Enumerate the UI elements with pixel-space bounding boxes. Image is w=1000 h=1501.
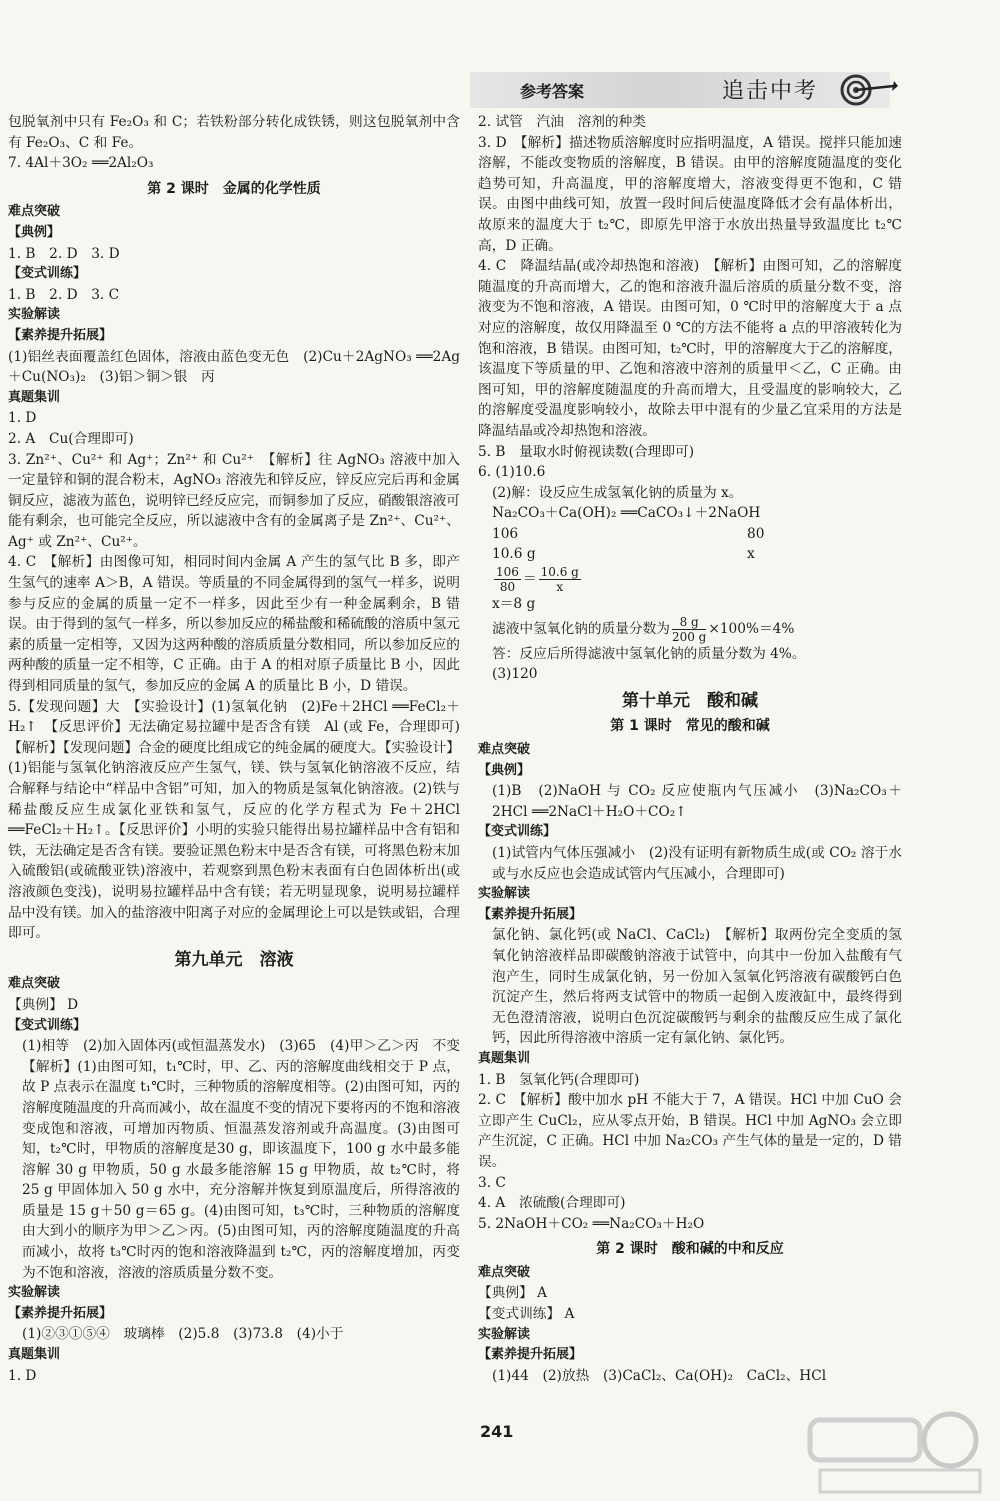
answer-text: 氯化钠、氯化钙(或 NaCl、CaCl₂) 【解析】取两份完全变质的氢氧化钠溶液样品即碳酸钠溶液于试管中，向其中一份加入盐酸有气泡产生，同时生成氯化钠，另一份加入氢氧化钙溶液有碳酸钙白色沉淀产生，然后将两支试管中的物质一起倒入废液缸中，最终得到无色澄清溶液，说明白色沉淀碳酸钙与剩余的盐酸反应生成了氯化钙，因此所得溶液中溶质一定有氯化钠、氯化钙。 [492,927,902,1047]
section-label: 【素养提升拓展】 [8,1305,113,1321]
section-label: 【变式训练】 [478,824,557,840]
answer-text: 【变式训练】 A [478,1306,575,1323]
answer-text: (1)44 (2)放热 (3)CaCl₂、Ca(OH)₂ CaCl₂、HCl [492,1367,827,1384]
answer-text: 5. B 量取水时俯视读数(合理即可) [478,443,695,460]
percent-equation: 滤液中氢氧化钠的质量分数为 $\frac{8 g}{200 g}$ ×100%＝4% [492,614,795,644]
calc-row [478,544,902,565]
header-ref-label: 参考答案 [520,82,585,101]
lesson-title: 第 1 课时 常见的酸和碱 [610,718,770,735]
answer-text: x＝8 g [492,596,536,613]
answer-text: (3)120 [492,666,538,683]
calc-right: 80 [747,525,765,542]
left-column [8,112,474,1386]
answer-text: 1. B 2. D 3. C [8,286,120,303]
unit-title: 第九单元 溶液 [174,949,294,970]
answer-text: (1)B (2)NaOH 与 CO₂ 反应使瓶内气压减小 (3)Na₂CO₃＋2HCl ══2NaCl＋H₂O＋CO₂↑ [492,783,902,820]
answer-text: 5.【发现问题】大 【实验设计】(1)氢氧化钠 (2)Fe＋2HCl ══FeCl₂＋H₂↑ 【反思评价】无法确定易拉罐中是否含有镁 Al (或 Fe，合理即可) 【解析】【发现问题】合金的硬度比组成它的纯金属的硬度大。【实验设计】(1)铝能与氢氧化钠溶液反应产生氢气，镁、铁与氢氧化钠溶液不反应，结合解释与结论中“样品中含铝”可知，加入的物质是氢氧化钠溶液。(2)铁与稀盐酸反应生成氯化亚铁和氢气，反应的化学方程式为 Fe＋2HCl ══FeCl₂＋H₂↑。【反思评价】小明的实验只能得出易拉罐样品中含有铝和铁，无法确定是否含有镁。要验证黑色粉末中是否含有镁，可将黑色粉末加入硫酸铝(或硫酸亚铁)溶液中，若观察到黑色粉末表面有白色固体析出(或溶液颜色变浅)，说明易拉罐样品中含有镁；若无明显现象，说明易拉罐样品中没有镁。加入的盐溶液中阳离子对应的金属理论上可以是铁或铝，合理即可。 [8,698,474,942]
calc-row [478,524,902,545]
answer-text: (1)②③①⑤④ 玻璃棒 (2)5.8 (3)73.8 (4)小于 [22,1326,344,1343]
unit-title: 第十单元 酸和碱 [622,690,758,711]
answer-text: 【典例】 D [8,996,79,1013]
section-label: 真题集训 [8,389,61,405]
fraction-numerator: 10.6 g [540,565,579,580]
answer-text: 1. D [8,410,37,427]
section-label: 难点突破 [8,204,61,220]
header-brand: 追击中考 [722,79,819,104]
answer-text: 3. Zn²⁺、Cu²⁺ 和 Ag⁺；Zn²⁺ 和 Cu²⁺ 【解析】往 AgNO₃ 溶液中加入一定量锌和铜的混合粉末，AgNO₃ 溶液先和锌反应，锌反应完后再和金属铜反应，滤液为蓝色，说明锌已经反应完，而铜参加了反应，硝酸银溶液可能有剩余，也可能完全反应，所以滤液中含有的金属离子是 Zn²⁺、Cu²⁺、Ag⁺ 或 Zn²⁺、Cu²⁺。 [8,451,460,550]
answer-text: 2. C 【解析】酸中加水 pH 不能大于 7，A 错误。HCl 中加 CuO 会立即产生 CuCl₂，应从零点开始，B 错误。HCl 中加 AgNO₃ 会立即产生沉淀，C 正确。HCl 中加 Na₂CO₃ 产生气体的量是一定的，D 错误。 [478,1092,902,1170]
section-label: 【典例】 [478,762,531,778]
calc-left: 106 [492,525,519,542]
page-number: 241 [480,1422,514,1441]
answer-text: 2. 试管 汽油 溶剂的种类 [478,114,646,130]
answer-text: 7. 4Al＋3O₂ ══2Al₂O₃ [8,155,154,172]
answer-text: 4. C 【解析】由图像可知，相同时间内金属 A 产生的氢气比 B 多，即产生氢气的速率 A＞B，A 错误。等质量的不同金属得到的氢气一样多，说明参与反应的金属的质量一定不一样多，因此至少有一种金属剩余，B 错误。由于得到的氢气一样多，所以参加反应的稀盐酸和稀硫酸的溶质中氢元素的质量一定相等，又因为这两种酸的溶质质量分数相同，所以参加反应的两种酸的质量一定不相等，C 正确。由于 A 的相对原子质量比 B 小，因此得到相同质量的氢气，参加反应的金属 A 的质量比 B 小，D 错误。 [8,554,460,695]
section-label: 【典例】 [8,224,61,240]
section-label: 实验解读 [8,307,61,323]
answer-text: 1. B 氢氧化钙(合理即可) [478,1071,640,1088]
section-label: 【素养提升拓展】 [8,327,113,343]
answer-text: 5. 2NaOH＋CO₂ ══Na₂CO₃＋H₂O [478,1215,705,1232]
section-label: 真题集训 [8,1347,61,1363]
fraction [672,615,706,644]
answer-text: 答：反应后所得滤液中氢氧化钠的质量分数为 4%。 [492,645,806,662]
right-column [478,112,902,1386]
section-label: 实验解读 [478,1326,531,1342]
answer-text: Na₂CO₃＋Ca(OH)₂ ══CaCO₃↓＋2NaOH [492,505,761,522]
fraction-denominator: x [556,580,564,595]
section-label: 难点突破 [478,742,531,758]
section-label: 【素养提升拓展】 [478,906,583,922]
lesson-title: 第 2 课时 酸和碱的中和反应 [596,1241,784,1258]
fraction-denominator: 80 [499,580,516,595]
fraction [494,565,521,594]
answer-text: 3. C [478,1174,506,1191]
proportion-equation: $\frac{106}{80}$ ＝ $\frac{10.6 g}{x}$ [496,565,579,595]
answer-text: 3. D 【解析】描述物质溶解度时应指明温度，A 错误。搅拌只能加速溶解，不能改变物质的溶解度，B 错误。由甲的溶解度随温度的变化趋势可知，升高温度，甲的溶解度增大，溶液变得更不饱和，C 错误。由图中曲线可知，放置一段时间后使温度降低才会有晶体析出，故原来的温度大于 t₂℃，即原先甲溶于水放出热量导致温度比 t₂℃高，D 正确。 [478,134,902,254]
answer-text: (2)解：设反应生成氢氧化钠的质量为 x。 [492,484,743,501]
answer-text: 1. B 2. D 3. D [8,245,120,262]
lesson-title: 第 2 课时 金属的化学性质 [147,180,321,197]
calc-left: 10.6 g [492,546,536,563]
target-arrow-icon [838,72,898,108]
fraction [539,565,581,594]
section-label: 【变式训练】 [8,1017,87,1033]
section-label: 难点突破 [478,1264,531,1280]
section-label: 【素养提升拓展】 [478,1347,583,1363]
answer-text: (1)相等 (2)加入固体丙(或恒温蒸发水) (3)65 (4)甲＞乙＞丙 不变 【解析】(1)由图可知，t₁℃时，甲、乙、丙的溶解度曲线相交于 P 点，故 P 点表示在温度 t₁℃时，三种物质的溶解度相等。(2)由图可知，丙的溶解度随温度的升高而减小，故在温度不变的情况下要将丙的不饱和溶液变成饱和溶液，可增加丙物质、恒温蒸发溶剂或升高温度。(3)由图可知，t₂℃时，甲物质的溶解度是30 g，即该温度下，100 g 水中最多能溶解 30 g 甲物质，50 g 水最多能溶解 15 g 甲物质，故 t₂℃时，将 25 g 甲固体加入 50 g 水中，充分溶解并恢复到原温度后，所得溶液的质量是 15 g＋50 g＝65 g。(4)由图可知，t₃℃时，三种物质的溶解度由大到小的顺序为甲＞乙＞丙。(5)由图可知，丙的溶解度随温度的升高而减小，故将 t₃℃时丙的饱和溶液降温到 t₂℃，丙的溶解度增加，丙变为不饱和溶液，溶液的溶质质量分数不变。 [22,1038,474,1281]
fraction-numerator: 8 g [672,615,706,630]
answer-text: (1)试管内气体压强减小 (2)没有证明有新物质生成(或 CO₂ 溶于水或与水反应也会造成试管内气压减小，合理即可) [492,845,902,882]
fraction-denominator: 200 g [671,629,707,644]
answer-text: (1)铝丝表面覆盖红色固体，溶液由蓝色变无色 (2)Cu＋2AgNO₃ ══2Ag＋Cu(NO₃)₂ (3)铝＞铜＞银 丙 [8,348,460,386]
section-label: 真题集训 [478,1050,531,1066]
section-label: 难点突破 [8,976,61,992]
section-label: 实验解读 [478,886,531,902]
section-label: 实验解读 [8,1285,61,1301]
answer-text: 【典例】 A [478,1285,547,1302]
answer-text: 1. D [8,1367,37,1384]
answer-text: 2. A Cu(合理即可) [8,430,134,447]
calc-right: x [747,546,755,563]
answer-text: 6. (1)10.6 [478,464,546,481]
fraction-numerator: 106 [496,565,519,580]
answer-text: 4. C 降温结晶(或冷却热饱和溶液) 【解析】由图可知，乙的溶解度随温度的升高而增大，乙的饱和溶液升温后溶质的质量分数不变，溶液变为不饱和溶液，A 错误。由图可知，0 ℃时甲的溶解度大于 a 点对应的溶解度，故仅用降温至 0 ℃的方法不能将 a 点的甲溶液转化为饱和溶液，B 错误。由图可知，t₂℃时，甲的溶解度大于乙的溶解度，该温度下等质量的甲、乙饱和溶液中溶剂的质量甲＜乙，C 正确。由图可知，甲的溶解度随温度的升高而增大，且受温度的影响较大，乙的溶解度受温度影响较小，故除去甲中混有的少量乙宜采用的方法是降温结晶或冷却热饱和溶液。 [478,258,902,439]
watermark-stamp-icon [800,1400,990,1500]
answer-text: 包脱氧剂中只有 Fe₂O₃ 和 C；若铁粉部分转化成铁锈，则这包脱氧剂中含有 Fe₂O₃、C 和 Fe。 [8,114,460,151]
answer-text: 4. A 浓硫酸(合理即可) [478,1195,626,1212]
section-label: 【变式训练】 [8,266,87,282]
